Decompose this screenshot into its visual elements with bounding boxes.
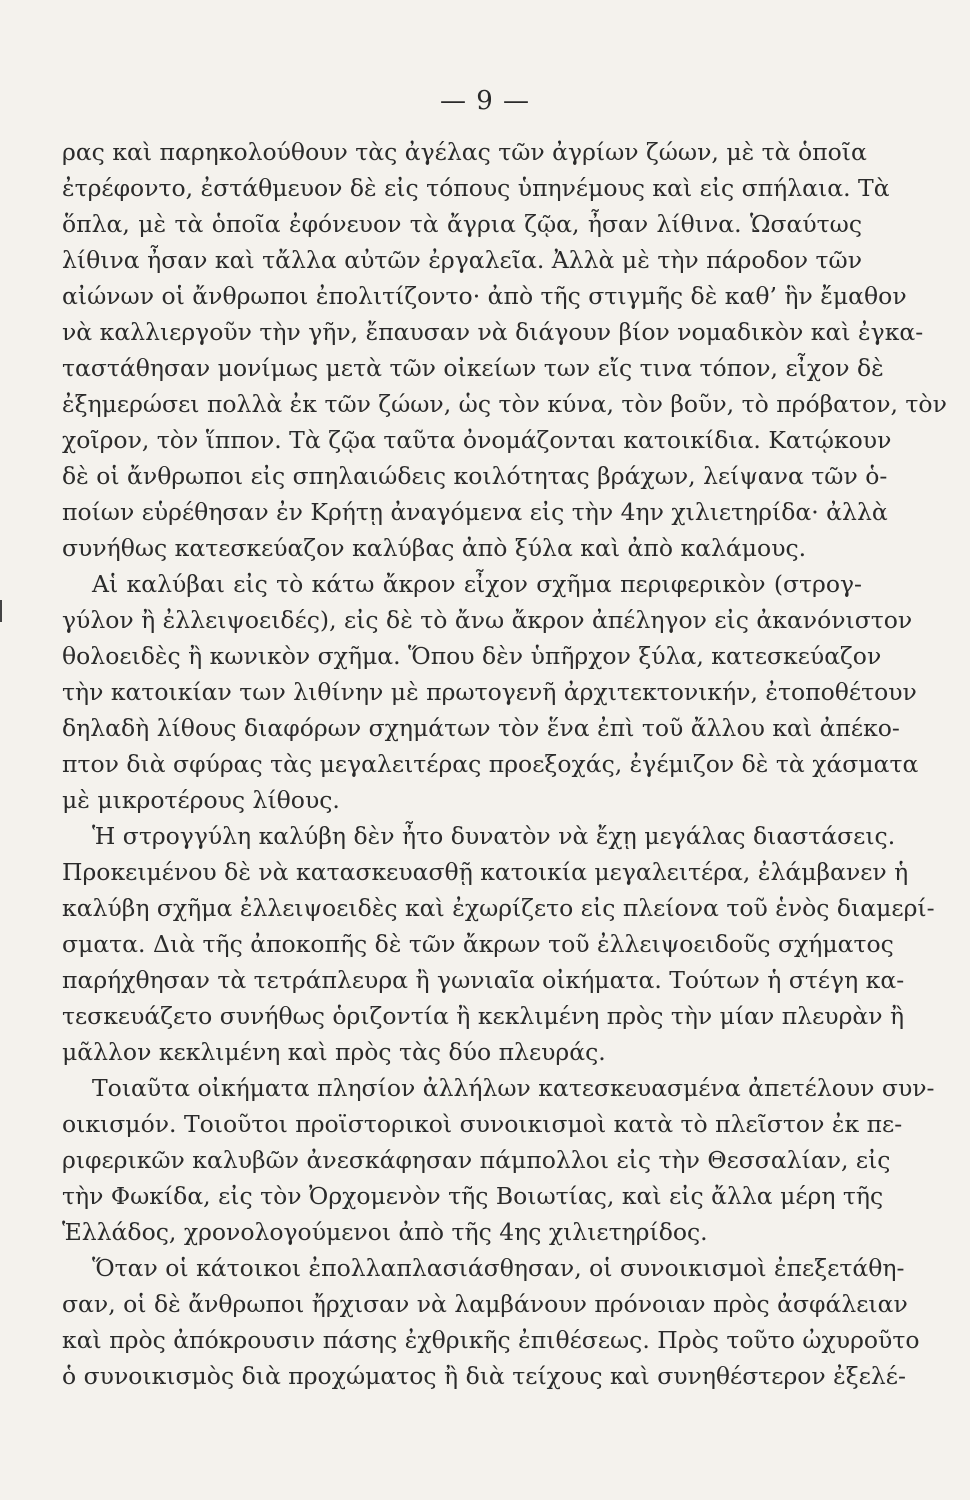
- text-line: Τοιαῦτα οἰκήματα πλησίον ἀλλήλων κατεσκευασμένα ἀπετέλουν συν-: [92, 1074, 935, 1102]
- text-line: ταστάθησαν μονίμως μετὰ τῶν οἰκείων των εἴς τινα τόπον, εἶχον δὲ: [62, 354, 884, 382]
- text-line: παρήχθησαν τὰ τετράπλευρα ἢ γωνιαῖα οἰκήματα. Τούτων ἡ στέγη κα-: [62, 966, 905, 994]
- margin-mark: [0, 600, 2, 622]
- text-line: καλύβη σχῆμα ἐλλειψοειδὲς καὶ ἐχωρίζετο εἰς πλείονα τοῦ ἑνὸς διαμερί-: [62, 894, 935, 922]
- page-number: — 9 —: [439, 86, 531, 116]
- text-line: τὴν Φωκίδα, εἰς τὸν Ὀρχομενὸν τῆς Βοιωτίας, καὶ εἰς ἄλλα μέρη τῆς: [62, 1182, 884, 1210]
- text-line: Ἡ στρογγύλη καλύβη δὲν ἦτο δυνατὸν νὰ ἔχῃ μεγάλας διαστάσεις.: [92, 822, 896, 850]
- text-line: γύλον ἢ ἐλλειψοειδές), εἰς δὲ τὸ ἄνω ἄκρον ἀπέληγον εἰς ἀκανόνιστον: [62, 606, 913, 634]
- text-line: καὶ πρὸς ἀπόκρουσιν πάσης ἐχθρικῆς ἐπιθέσεως. Πρὸς τοῦτο ὠχυροῦτο: [62, 1326, 920, 1354]
- text-line: Προκειμένου δὲ νὰ κατασκευασθῇ κατοικία μεγαλειτέρα, ἐλάμβανεν ἡ: [62, 858, 909, 886]
- text-line: πτον διὰ σφύρας τὰς μεγαλειτέρας προεξοχάς, ἐγέμιζον δὲ τὰ χάσματα: [62, 750, 919, 778]
- text-line: μᾶλλον κεκλιμένη καὶ πρὸς τὰς δύο πλευράς.: [62, 1038, 606, 1066]
- text-line: ποίων εὑρέθησαν ἐν Κρήτῃ ἀναγόμενα εἰς τὴν 4ην χιλιετηρίδα· ἀλλὰ: [62, 498, 888, 526]
- text-line: δηλαδὴ λίθους διαφόρων σχημάτων τὸν ἕνα ἐπὶ τοῦ ἄλλου καὶ ἀπέκο-: [62, 714, 900, 742]
- text-line: ριφερικῶν καλυβῶν ἀνεσκάφησαν πάμπολλοι εἰς τὴν Θεσσαλίαν, εἰς: [62, 1146, 891, 1174]
- text-line: σματα. Διὰ τῆς ἀποκοπῆς δὲ τῶν ἄκρων τοῦ ἐλλειψοειδοῦς σχήματος: [62, 930, 894, 958]
- text-line: τὴν κατοικίαν των λιθίνην μὲ πρωτογενῆ ἀρχιτεκτονικήν, ἐτοποθέτουν: [62, 678, 917, 706]
- text-line: συνήθως κατεσκεύαζον καλύβας ἀπὸ ξύλα καὶ ἀπὸ καλάμους.: [62, 534, 807, 562]
- text-line: μὲ μικροτέρους λίθους.: [62, 786, 340, 814]
- body-text: [62, 134, 947, 1394]
- text-line: θολοειδὲς ἢ κωνικὸν σχῆμα. Ὅπου δὲν ὑπῆρχον ξύλα, κατεσκεύαζον: [62, 642, 882, 670]
- text-line: χοῖρον, τὸν ἵππον. Τὰ ζῷα ταῦτα ὀνομάζονται κατοικίδια. Κατῴκουν: [62, 426, 892, 454]
- text-line: Ἑλλάδος, χρονολογούμενοι ἀπὸ τῆς 4ης χιλιετηρίδος.: [62, 1218, 708, 1246]
- text-line: αἰώνων οἱ ἄνθρωποι ἐπολιτίζοντο· ἀπὸ τῆς στιγμῆς δὲ καθ’ ἣν ἔμαθον: [62, 282, 907, 310]
- text-line: δὲ οἱ ἄνθρωποι εἰς σπηλαιώδεις κοιλότητας βράχων, λείψανα τῶν ὁ-: [62, 462, 888, 490]
- text-line: ἐξημερώσει πολλὰ ἐκ τῶν ζώων, ὡς τὸν κύνα, τὸν βοῦν, τὸ πρόβατον, τὸν: [62, 390, 947, 418]
- text-line: Αἱ καλύβαι εἰς τὸ κάτω ἄκρον εἶχον σχῆμα περιφερικὸν (στρογ-: [92, 570, 862, 598]
- text-line: νὰ καλλιεργοῦν τὴν γῆν, ἔπαυσαν νὰ διάγουν βίον νομαδικὸν καὶ ἐγκα-: [62, 318, 924, 346]
- text-line: ἐτρέφοντο, ἐστάθμευον δὲ εἰς τόπους ὑπηνέμους καὶ εἰς σπήλαια. Τὰ: [62, 174, 890, 202]
- text-line: ὁ συνοικισμὸς διὰ προχώματος ἢ διὰ τείχους καὶ συνηθέστερον ἐξελέ-: [62, 1362, 906, 1390]
- text-line: Ὅταν οἱ κάτοικοι ἐπολλαπλασιάσθησαν, οἱ συνοικισμοὶ ἐπεξετάθη-: [92, 1254, 905, 1282]
- text-line: οικισμόν. Τοιοῦτοι προϊστορικοὶ συνοικισμοὶ κατὰ τὸ πλεῖστον ἐκ πε-: [62, 1110, 903, 1138]
- text-line: σαν, οἱ δὲ ἄνθρωποι ἤρχισαν νὰ λαμβάνουν πρόνοιαν πρὸς ἀσφάλειαν: [62, 1290, 908, 1318]
- text-line: ὅπλα, μὲ τὰ ὁποῖα ἐφόνευον τὰ ἄγρια ζῷα, ἦσαν λίθινα. Ὡσαύτως: [62, 210, 862, 238]
- text-line: τεσκευάζετο συνήθως ὁριζοντία ἢ κεκλιμένη πρὸς τὴν μίαν πλευρὰν ἢ: [62, 1002, 905, 1030]
- text-line: λίθινα ἦσαν καὶ τἄλλα αὐτῶν ἐργαλεῖα. Ἀλλὰ μὲ τὴν πάροδον τῶν: [62, 246, 862, 274]
- text-line: ρας καὶ παρηκολούθουν τὰς ἀγέλας τῶν ἀγρίων ζώων, μὲ τὰ ὁποῖα: [62, 138, 867, 166]
